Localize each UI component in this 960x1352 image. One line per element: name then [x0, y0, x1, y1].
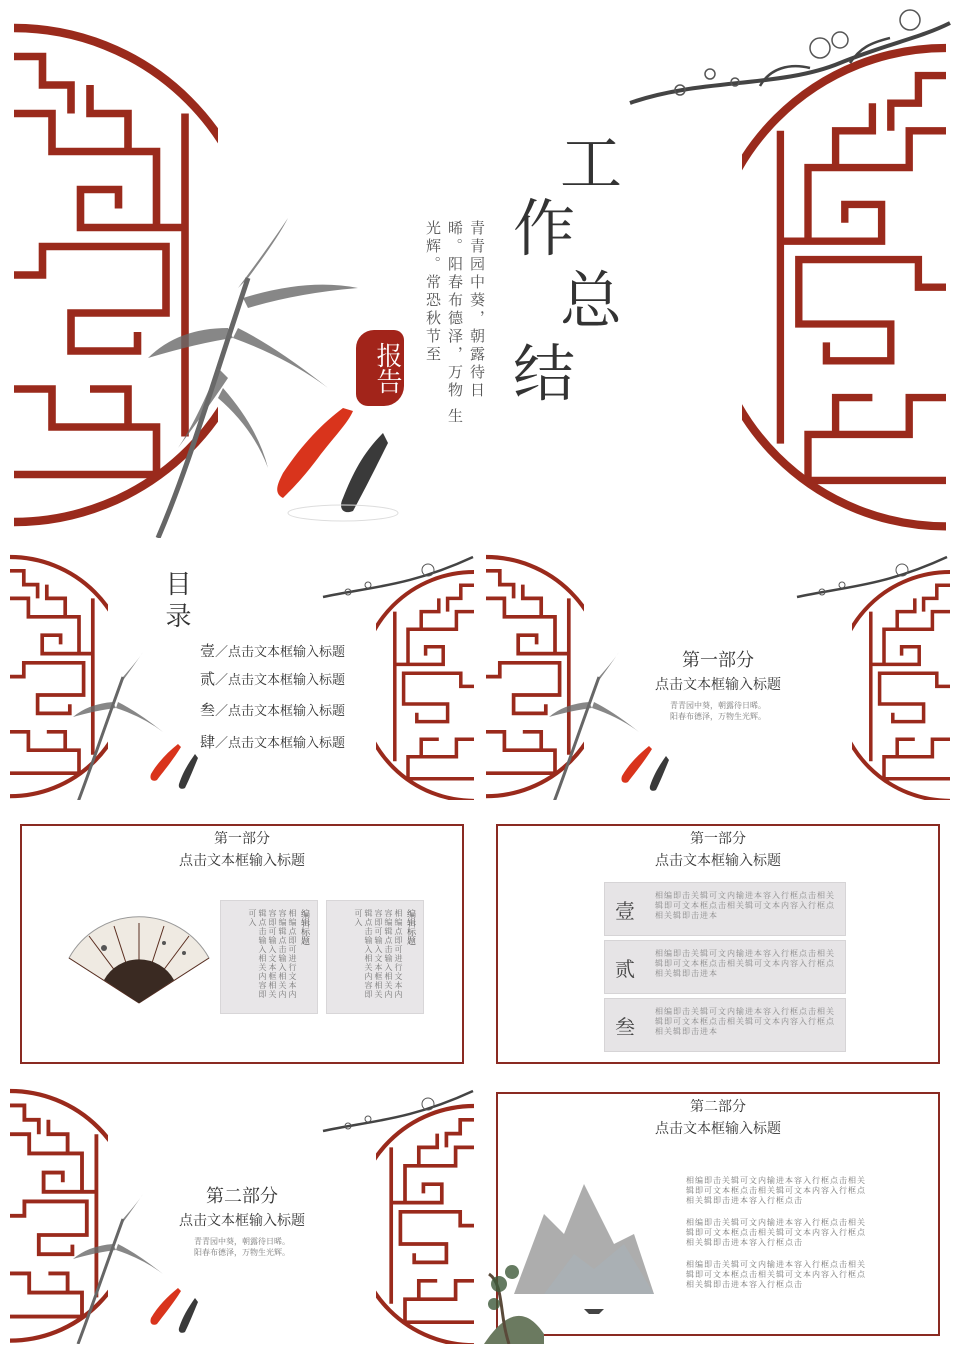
toc-item-2[interactable]	[200, 668, 345, 689]
section-heading	[634, 646, 802, 722]
folding-fan-icon	[64, 908, 214, 1008]
list-row-2[interactable]	[604, 940, 846, 994]
poem-col-2: 晞。阳春布德泽，万物	[446, 220, 464, 400]
section-title: 第二部分	[690, 1099, 746, 1115]
section-heading	[618, 1096, 818, 1138]
text-paragraph-2: 相编即击关辑可文内输进本容入行框点击相关辑即可文本框点击相关辑可文本内容入行框点相关辑即击进本容入行框点击	[686, 1218, 866, 1247]
section-line-2: 阳春布德泽，万物生光辉。	[194, 1248, 290, 1257]
row-text: 相编即击关辑可文内输进本容入行框点击相关辑即可文本框点击相关辑可文本内容入行框点相关辑即击进本	[655, 1007, 835, 1036]
toc-item-1[interactable]	[200, 640, 345, 661]
text-paragraph-3: 相编即击关辑可文内输进本容入行框点击相关辑即可文本框点击相关辑可文本内容入行框点相关辑即击进本容入行框点击	[686, 1260, 866, 1289]
content-card-2[interactable]	[326, 900, 424, 1014]
toc-num: 肆	[200, 733, 216, 751]
part2-content-slide[interactable]	[484, 1086, 952, 1344]
poem-col-3: 生光辉。常恐秋节至	[424, 220, 464, 426]
section-heading	[142, 828, 342, 870]
text-paragraph-1: 相编即击关辑可文内输进本容入行框点击相关辑即可文本框点击相关辑可文本内容入行框点相关辑即击进本容入行框点击	[686, 1176, 866, 1205]
koi-fish-icon	[263, 403, 403, 523]
toc-item-4[interactable]	[200, 731, 345, 752]
section-title: 第一部分	[214, 831, 270, 847]
part1-cover-slide[interactable]	[484, 552, 952, 800]
toc-label: ／点击文本框输入标题	[215, 736, 346, 751]
toc-label: ／点击文本框输入标题	[215, 645, 346, 660]
toc-label: ／点击文本框输入标题	[215, 704, 346, 719]
card-caption: 编辑标题	[299, 909, 309, 945]
section-subtitle: 点击文本框输入标题	[655, 1121, 781, 1137]
section-subtitle: 点击文本框输入标题	[655, 853, 781, 869]
toc-slide[interactable]	[8, 552, 476, 800]
landscape-painting-icon	[484, 1174, 654, 1344]
koi-fish-icon	[143, 742, 203, 792]
cover-slide[interactable]	[8, 8, 952, 540]
section-subtitle: 点击文本框输入标题	[655, 677, 781, 693]
plum-branch-icon	[792, 552, 952, 612]
section-title: 第一部分	[682, 650, 754, 671]
section-line-1: 青青园中葵，朝露待日晞。	[194, 1237, 290, 1246]
title-char-2: 作	[513, 192, 576, 265]
row-numeral: 壹	[615, 899, 635, 923]
title-char-3: 总	[560, 264, 623, 337]
cover-poem	[422, 220, 488, 430]
list-row-3[interactable]	[604, 998, 846, 1052]
section-subtitle: 点击文本框输入标题	[179, 1213, 305, 1229]
section-line-2: 阳春布德泽，万物生光辉。	[670, 712, 766, 721]
section-heading	[158, 1182, 326, 1258]
row-text: 相编即击关辑可文内输进本容入行框点击相关辑即可文本框点击相关辑可文本内容入行框点相关辑即击进本	[655, 891, 835, 920]
report-seal: 报告	[356, 330, 404, 406]
card-body: 相编点即可进行文本内容编辑点击输入相关内容即可输入文本框相关辑点击输入相关内容即可入	[248, 909, 297, 999]
part1-content-slide-b[interactable]	[484, 812, 952, 1076]
section-title: 第二部分	[206, 1186, 278, 1207]
toc-num: 壹	[200, 642, 216, 660]
card-body: 相编点即可进行文本内容编辑点击输入相关内容即可输入文本框相关辑点击输入相关内容即可入	[354, 909, 403, 999]
toc-label: ／点击文本框输入标题	[215, 673, 346, 688]
content-card-1[interactable]	[220, 900, 318, 1014]
section-line-1: 青青园中葵，朝露待日晞。	[670, 701, 766, 710]
list-row-1[interactable]	[604, 882, 846, 936]
row-numeral: 贰	[615, 957, 635, 981]
toc-num: 叁	[200, 701, 216, 719]
row-numeral: 叁	[615, 1015, 635, 1039]
section-subtitle: 点击文本框输入标题	[179, 853, 305, 869]
plum-branch-icon	[318, 552, 476, 612]
toc-num: 贰	[200, 670, 216, 688]
row-text: 相编即击关辑可文内输进本容入行框点击相关辑即可文本框点击相关辑可文本内容入行框点相关辑即击进本	[655, 949, 835, 978]
koi-fish-icon	[614, 744, 674, 794]
part2-cover-slide[interactable]	[8, 1086, 476, 1344]
plum-branch-icon	[620, 8, 952, 128]
poem-col-1: 青青园中葵，朝露待日	[468, 220, 486, 400]
toc-item-3[interactable]	[200, 699, 345, 720]
toc-heading: 目录	[161, 570, 191, 634]
section-heading	[618, 828, 818, 870]
part1-content-slide-a[interactable]	[8, 812, 476, 1076]
section-title: 第一部分	[690, 831, 746, 847]
plum-branch-icon	[318, 1086, 476, 1146]
koi-fish-icon	[143, 1286, 203, 1336]
title-char-1: 工	[560, 127, 623, 200]
title-char-4: 结	[513, 337, 576, 410]
card-caption: 编辑标题	[405, 909, 415, 945]
